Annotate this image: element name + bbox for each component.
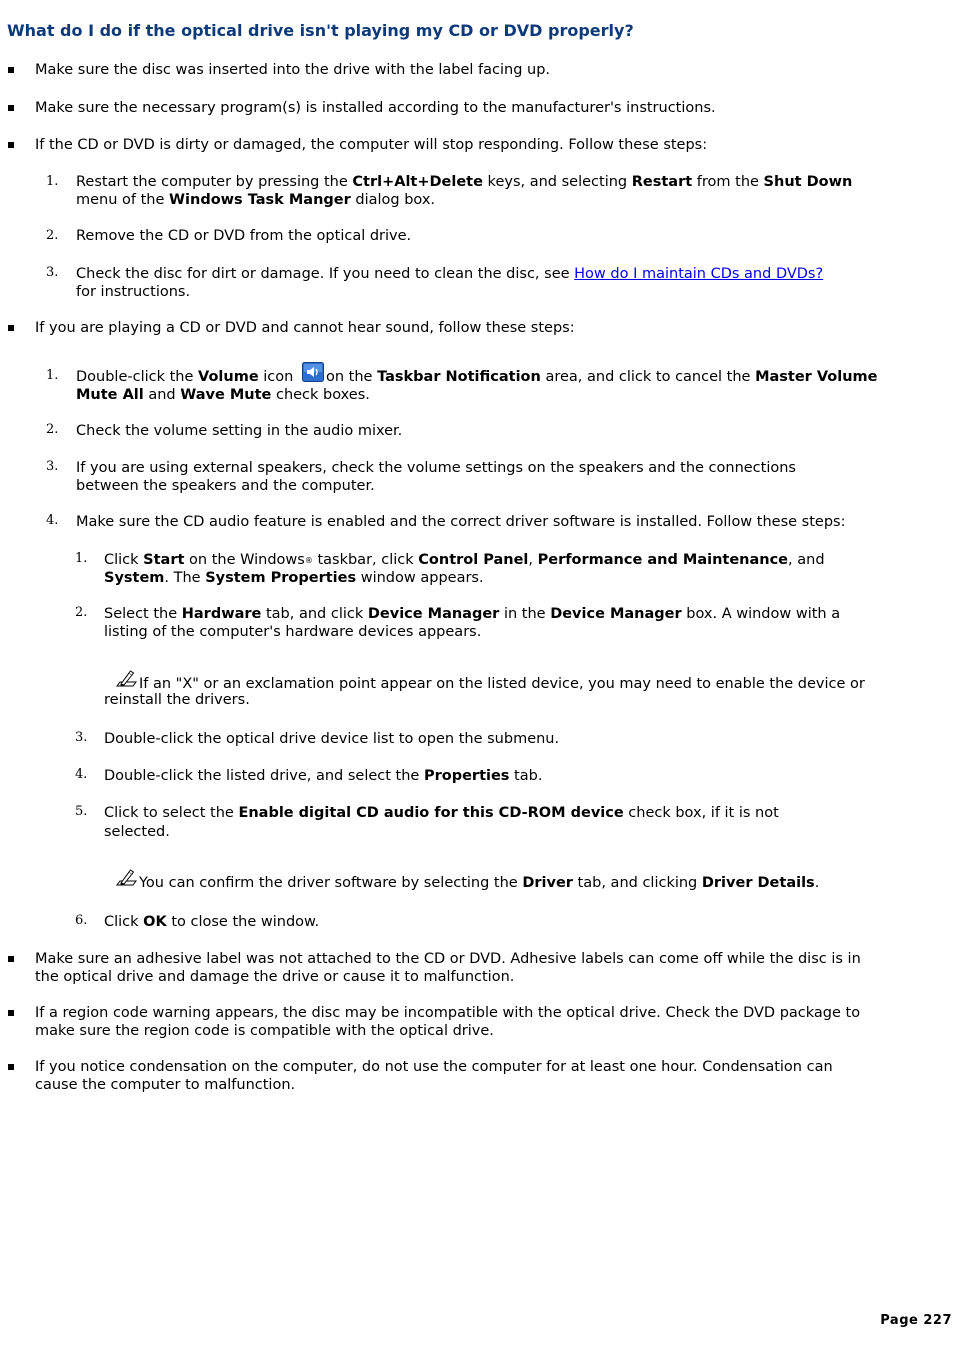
bullet-text: the optical drive and damage the drive or cause it to malfunction. [35, 969, 515, 985]
step-number: 6. [75, 913, 88, 928]
step-number: 3. [75, 730, 88, 745]
step-text: selected. [104, 824, 170, 840]
bullet-text: make sure the region code is compatible with the optical drive. [35, 1023, 494, 1039]
bullet-text: cause the computer to malfunction. [35, 1077, 296, 1093]
step-number: 1. [46, 174, 59, 189]
step-text: between the speakers and the computer. [76, 478, 375, 494]
step-text: listing of the computer's hardware devices appears. [104, 624, 482, 640]
bullet-marker [8, 105, 14, 111]
step-text: Double-click the Volume icon [76, 369, 294, 385]
step-number: 1. [75, 551, 88, 566]
step-text: for instructions. [76, 284, 191, 300]
step-text: Mute All and Wave Mute check boxes. [76, 387, 370, 403]
step-text: Click to select the Enable digital CD audio for this CD-ROM device check box, if it is not [104, 805, 779, 821]
step-text: Click Start on the Windows® taskbar, click Control Panel, Performance and Maintenance, and [104, 552, 825, 568]
step-text: Restart the computer by pressing the Ctrl+Alt+Delete keys, and selecting Restart from the Shut Down [76, 174, 853, 190]
step-text: System. The System Properties window appears. [104, 570, 484, 586]
maintain-cds-link[interactable]: How do I maintain CDs and DVDs? [574, 266, 824, 282]
step-text: menu of the Windows Task Manger dialog box. [76, 192, 436, 208]
page-title: What do I do if the optical drive isn't playing my CD or DVD properly? [7, 21, 634, 40]
step-text: Double-click the optical drive device list to open the submenu. [104, 731, 560, 747]
bullet-text: Make sure an adhesive label was not attached to the CD or DVD. Adhesive labels can come off while the disc is in [35, 951, 861, 967]
step-text: Make sure the CD audio feature is enabled and the correct driver software is installed. Follow these steps: [76, 514, 846, 530]
bullet-marker [8, 142, 14, 148]
step-number: 5. [75, 804, 88, 819]
bullet-text: If a region code warning appears, the disc may be incompatible with the optical drive. Check the DVD package to [35, 1005, 861, 1021]
bullet-marker [8, 1010, 14, 1016]
bullet-marker [8, 956, 14, 962]
step-text: Check the disc for dirt or damage. If you need to clean the disc, see How do I maintain CDs and DVDs? [76, 266, 824, 282]
step-text: Click OK to close the window. [104, 914, 320, 930]
note-text: If an "X" or an exclamation point appear on the listed device, you may need to enable the device or [139, 676, 865, 692]
bullet-marker [8, 325, 14, 331]
bullet-text: Make sure the disc was inserted into the drive with the label facing up. [35, 62, 551, 78]
step-number: 4. [46, 513, 59, 528]
step-number: 2. [46, 422, 59, 437]
step-text: Check the volume setting in the audio mixer. [76, 423, 403, 439]
bullet-marker [8, 67, 14, 73]
step-number: 2. [75, 605, 88, 620]
step-number: 4. [75, 767, 88, 782]
step-text: Select the Hardware tab, and click Device Manager in the Device Manager box. A window with a [104, 606, 841, 622]
step-number: 2. [46, 228, 59, 243]
note-pencil-icon [114, 868, 138, 888]
bullet-text: If you notice condensation on the computer, do not use the computer for at least one hour. Condensation can [35, 1059, 833, 1075]
step-number: 3. [46, 265, 59, 280]
note-text: reinstall the drivers. [104, 692, 250, 708]
bullet-marker [8, 1064, 14, 1070]
step-text: Remove the CD or DVD from the optical drive. [76, 228, 412, 244]
note-text: You can confirm the driver software by selecting the Driver tab, and clicking Driver Details. [139, 875, 820, 891]
step-text: If you are using external speakers, check the volume settings on the speakers and the connections [76, 460, 796, 476]
bullet-text: If the CD or DVD is dirty or damaged, the computer will stop responding. Follow these steps: [35, 137, 708, 153]
step-number: 3. [46, 459, 59, 474]
volume-icon [302, 362, 324, 382]
note-pencil-icon [114, 669, 138, 689]
bullet-text: If you are playing a CD or DVD and cannot hear sound, follow these steps: [35, 320, 575, 336]
step-text: Double-click the listed drive, and select the Properties tab. [104, 768, 543, 784]
step-number: 1. [46, 368, 59, 383]
page-number: Page 227 [880, 1313, 952, 1328]
bullet-text: Make sure the necessary program(s) is installed according to the manufacturer's instructions. [35, 100, 716, 116]
step-text: on the Taskbar Notification area, and click to cancel the Master Volume [326, 369, 878, 385]
